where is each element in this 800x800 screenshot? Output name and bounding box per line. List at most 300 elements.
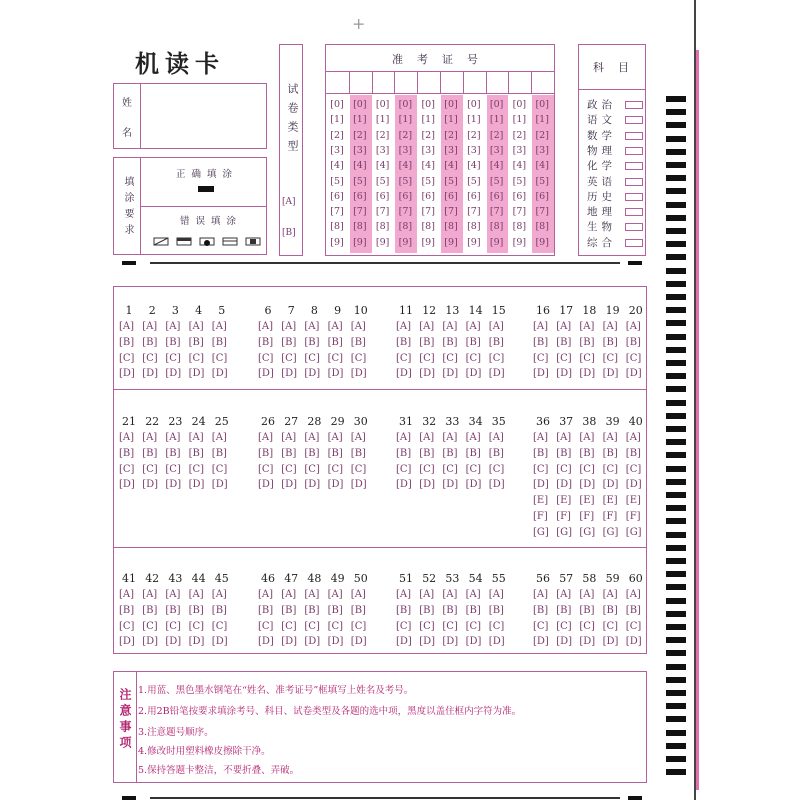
answer-bubble[interactable]: [B] — [419, 604, 435, 616]
answer-bubble[interactable]: [A] — [625, 589, 641, 600]
answer-bubble[interactable]: [A] — [188, 589, 204, 600]
exam-digit-bubble[interactable]: [2] — [444, 129, 458, 141]
answer-bubble[interactable]: [B] — [396, 336, 412, 348]
answer-bubble[interactable]: [D] — [442, 479, 459, 491]
answer-bubble[interactable]: [D] — [465, 479, 482, 491]
answer-bubble[interactable]: [B] — [304, 447, 320, 459]
exam-digit-bubble[interactable]: [7] — [353, 206, 367, 218]
answer-bubble[interactable]: [B] — [442, 604, 458, 616]
answer-bubble[interactable]: [C] — [304, 463, 320, 475]
answer-bubble[interactable]: [A] — [556, 589, 572, 600]
answer-bubble[interactable]: [A] — [579, 589, 595, 600]
answer-bubble[interactable]: [D] — [281, 636, 298, 648]
answer-bubble[interactable]: [B] — [258, 447, 274, 459]
exam-digit-bubble[interactable]: [6] — [375, 190, 390, 202]
answer-bubble[interactable]: [B] — [142, 604, 158, 616]
exam-digit-bubble[interactable]: [4] — [421, 160, 435, 172]
answer-bubble[interactable]: [C] — [556, 620, 572, 632]
answer-bubble[interactable]: [D] — [211, 479, 228, 491]
answer-bubble[interactable]: [A] — [119, 432, 135, 443]
exam-digit-bubble[interactable]: [5] — [512, 175, 527, 187]
answer-bubble[interactable]: [D] — [327, 636, 344, 648]
answer-bubble[interactable]: [B] — [579, 336, 595, 348]
answer-bubble[interactable]: [E] — [556, 495, 572, 507]
answer-bubble[interactable]: [D] — [419, 479, 436, 491]
answer-bubble[interactable]: [C] — [579, 352, 595, 364]
answer-bubble[interactable]: [C] — [188, 352, 205, 364]
answer-bubble[interactable]: [D] — [350, 368, 367, 380]
exam-digit-bubble[interactable]: [1] — [353, 114, 367, 126]
answer-bubble[interactable]: [B] — [465, 447, 481, 459]
answer-bubble[interactable]: [A] — [258, 321, 274, 332]
answer-bubble[interactable]: [D] — [419, 636, 436, 648]
answer-bubble[interactable]: [C] — [258, 463, 274, 475]
answer-bubble[interactable]: [A] — [350, 589, 366, 600]
answer-bubble[interactable]: [F] — [533, 511, 548, 522]
exam-digit-bubble[interactable]: [7] — [330, 206, 344, 218]
answer-bubble[interactable]: [A] — [188, 432, 204, 443]
subject-checkbox[interactable] — [625, 132, 643, 140]
answer-bubble[interactable]: [C] — [142, 352, 158, 364]
answer-bubble[interactable]: [C] — [188, 620, 205, 632]
answer-bubble[interactable]: [D] — [488, 368, 505, 380]
answer-bubble[interactable]: [A] — [419, 589, 435, 600]
answer-bubble[interactable]: [C] — [533, 352, 549, 364]
exam-digit-bubble[interactable]: [0] — [398, 99, 413, 110]
exam-digit-bubble[interactable]: [3] — [512, 144, 527, 156]
answer-bubble[interactable]: [B] — [327, 336, 343, 348]
exam-digit-bubble[interactable]: [5] — [444, 175, 458, 187]
exam-digit-bubble[interactable]: [1] — [330, 114, 344, 126]
answer-bubble[interactable]: [B] — [165, 447, 181, 459]
subjects-list[interactable] — [579, 45, 645, 255]
subject-checkbox[interactable] — [625, 208, 643, 216]
answer-bubble[interactable]: [B] — [281, 604, 297, 616]
exam-digit-bubble[interactable]: [8] — [421, 221, 435, 233]
answer-bubble[interactable]: [C] — [304, 352, 320, 364]
answer-bubble[interactable]: [E] — [579, 495, 595, 507]
subject-checkbox[interactable] — [625, 193, 643, 201]
answer-bubble[interactable]: [B] — [211, 604, 227, 616]
answer-bubble[interactable]: [B] — [350, 604, 366, 616]
answer-bubble[interactable]: [B] — [625, 447, 641, 459]
exam-digit-bubble[interactable]: [6] — [398, 190, 413, 202]
answer-bubble[interactable]: [B] — [119, 604, 135, 616]
exam-digit-bubble[interactable]: [2] — [535, 129, 549, 141]
answer-bubble[interactable]: [B] — [602, 447, 618, 459]
answer-bubble[interactable]: [D] — [579, 636, 596, 648]
answer-bubble[interactable]: [D] — [533, 479, 549, 491]
exam-digit-bubble[interactable]: [8] — [535, 221, 549, 233]
exam-digit-bubble[interactable]: [2] — [398, 129, 413, 141]
exam-digit-bubble[interactable]: [0] — [444, 99, 458, 110]
exam-digit-bubble[interactable]: [9] — [467, 236, 481, 248]
answer-bubble[interactable]: [C] — [442, 352, 458, 364]
exam-digit-bubble[interactable]: [1] — [444, 114, 458, 126]
answer-bubble[interactable]: [C] — [556, 352, 572, 364]
answer-bubble[interactable]: [C] — [488, 352, 505, 364]
exam-digit-bubble[interactable]: [0] — [421, 99, 435, 110]
answer-bubble[interactable]: [D] — [142, 368, 159, 380]
answer-bubble[interactable]: [A] — [258, 432, 274, 443]
answer-bubble[interactable]: [C] — [188, 463, 205, 475]
name-box[interactable] — [113, 83, 267, 149]
answer-bubble[interactable]: [D] — [304, 368, 321, 380]
exam-digit-bubble[interactable]: [7] — [489, 206, 504, 218]
answer-bubble[interactable]: [D] — [350, 479, 367, 491]
exam-digit-bubble[interactable]: [9] — [398, 236, 413, 248]
answer-bubble[interactable]: [B] — [142, 447, 158, 459]
answer-bubble[interactable]: [B] — [258, 604, 274, 616]
answer-bubble[interactable]: [B] — [602, 604, 618, 616]
answer-bubble[interactable]: [B] — [281, 336, 297, 348]
exam-digit-bubble[interactable]: [1] — [489, 114, 504, 126]
answer-bubble[interactable]: [D] — [556, 479, 573, 491]
exam-digit-bubble[interactable]: [8] — [489, 221, 504, 233]
answer-bubble[interactable]: [D] — [258, 636, 274, 648]
exam-digit-bubble[interactable]: [9] — [353, 236, 367, 248]
answer-bubble[interactable]: [A] — [579, 432, 595, 443]
answer-bubble[interactable]: [B] — [465, 336, 481, 348]
exam-digit-bubble[interactable]: [4] — [535, 160, 549, 172]
exam-digit-bubble[interactable]: [7] — [444, 206, 458, 218]
answer-bubble[interactable]: [D] — [304, 636, 321, 648]
answer-bubble[interactable]: [D] — [142, 479, 159, 491]
answer-bubble[interactable]: [B] — [442, 336, 458, 348]
paper-type-option-b[interactable]: [B] — [282, 228, 296, 238]
answer-bubble[interactable]: [C] — [211, 620, 228, 632]
answer-bubble[interactable]: [A] — [142, 589, 158, 600]
exam-digit-bubble[interactable]: [9] — [375, 236, 390, 248]
answer-bubble[interactable]: [C] — [396, 463, 412, 475]
answer-bubble[interactable]: [D] — [258, 479, 274, 491]
answer-bubble[interactable]: [D] — [281, 479, 298, 491]
answer-bubble[interactable]: [A] — [602, 432, 618, 443]
answer-bubble[interactable]: [A] — [327, 589, 343, 600]
exam-digit-bubble[interactable]: [3] — [398, 144, 413, 156]
exam-digit-bubble[interactable]: [6] — [444, 190, 458, 202]
exam-digit-bubble[interactable]: [9] — [535, 236, 549, 248]
exam-digit-bubble[interactable]: [5] — [353, 175, 367, 187]
answer-bubble[interactable]: [A] — [396, 432, 412, 443]
answer-bubble[interactable]: [D] — [142, 636, 159, 648]
answer-bubble[interactable]: [D] — [625, 479, 642, 491]
answer-bubble[interactable]: [C] — [142, 620, 158, 632]
answer-bubble[interactable]: [D] — [533, 636, 549, 648]
answer-bubble[interactable]: [D] — [579, 368, 596, 380]
subject-checkbox[interactable] — [625, 116, 643, 124]
answer-bubble[interactable]: [C] — [488, 463, 505, 475]
answer-bubble[interactable]: [B] — [533, 336, 549, 348]
exam-number-grid[interactable] — [326, 45, 554, 255]
exam-digit-bubble[interactable]: [3] — [444, 144, 458, 156]
answer-bubble[interactable]: [C] — [419, 463, 435, 475]
answer-bubble[interactable]: [A] — [142, 321, 158, 332]
answer-bubble[interactable]: [D] — [327, 479, 344, 491]
exam-digit-bubble[interactable]: [2] — [467, 129, 481, 141]
answer-bubble[interactable]: [A] — [625, 432, 641, 443]
answer-bubble[interactable]: [C] — [327, 463, 344, 475]
answer-bubble[interactable]: [A] — [488, 321, 504, 332]
answer-bubble[interactable]: [C] — [304, 620, 320, 632]
exam-digit-bubble[interactable]: [0] — [489, 99, 504, 110]
answer-bubble[interactable]: [D] — [625, 636, 642, 648]
exam-digit-bubble[interactable]: [1] — [467, 114, 481, 126]
answer-bubble[interactable]: [B] — [211, 447, 227, 459]
answer-bubble[interactable]: [A] — [119, 589, 135, 600]
answer-bubble[interactable]: [A] — [602, 321, 618, 332]
answer-bubble[interactable]: [C] — [533, 620, 549, 632]
answer-bubble[interactable]: [G] — [533, 526, 549, 538]
answer-bubble[interactable]: [D] — [350, 636, 367, 648]
answer-bubble[interactable]: [D] — [165, 479, 182, 491]
answer-bubble[interactable]: [A] — [211, 589, 227, 600]
answer-bubble[interactable]: [D] — [165, 636, 182, 648]
exam-digit-bubble[interactable]: [4] — [489, 160, 504, 172]
answer-bubble[interactable]: [C] — [465, 463, 482, 475]
answer-bubble[interactable]: [B] — [419, 336, 435, 348]
answer-bubble[interactable]: [F] — [556, 511, 571, 522]
subject-checkbox[interactable] — [625, 147, 643, 155]
answer-bubble[interactable]: [A] — [442, 432, 458, 443]
answer-bubble[interactable]: [D] — [396, 636, 412, 648]
exam-digit-bubble[interactable]: [8] — [512, 221, 527, 233]
exam-digit-bubble[interactable]: [2] — [512, 129, 527, 141]
answer-bubble[interactable]: [A] — [281, 589, 297, 600]
exam-digit-bubble[interactable]: [5] — [535, 175, 549, 187]
exam-digit-bubble[interactable]: [7] — [467, 206, 481, 218]
answer-bubble[interactable]: [B] — [119, 447, 135, 459]
answer-bubble[interactable]: [C] — [396, 352, 412, 364]
exam-digit-bubble[interactable]: [8] — [467, 221, 481, 233]
answer-bubble[interactable]: [C] — [142, 463, 158, 475]
answer-bubble[interactable]: [C] — [579, 620, 595, 632]
answer-bubble[interactable]: [D] — [488, 479, 505, 491]
answer-bubble[interactable]: [B] — [281, 447, 297, 459]
answer-bubble[interactable]: [D] — [119, 368, 135, 380]
answer-bubble[interactable]: [A] — [304, 432, 320, 443]
exam-digit-bubble[interactable]: [4] — [353, 160, 367, 172]
exam-digit-bubble[interactable]: [4] — [330, 160, 344, 172]
answer-bubble[interactable]: [C] — [258, 352, 274, 364]
answer-bubble[interactable]: [C] — [281, 620, 297, 632]
answer-bubble[interactable]: [C] — [625, 620, 642, 632]
exam-digit-bubble[interactable]: [9] — [444, 236, 458, 248]
exam-digit-bubble[interactable]: [5] — [398, 175, 413, 187]
answer-bubble[interactable]: [B] — [556, 447, 572, 459]
answer-bubble[interactable]: [C] — [533, 463, 549, 475]
answer-bubble[interactable]: [G] — [556, 526, 572, 538]
answer-bubble[interactable]: [D] — [281, 368, 298, 380]
answer-bubble[interactable]: [D] — [625, 368, 642, 380]
answer-bubble[interactable]: [B] — [556, 336, 572, 348]
answer-bubble[interactable]: [C] — [327, 620, 344, 632]
answer-bubble[interactable]: [D] — [488, 636, 505, 648]
exam-digit-bubble[interactable]: [7] — [375, 206, 390, 218]
answer-bubble[interactable]: [C] — [211, 352, 228, 364]
answer-bubble[interactable]: [A] — [602, 589, 618, 600]
answer-bubble[interactable]: [B] — [488, 336, 504, 348]
answer-bubble[interactable]: [A] — [165, 589, 181, 600]
answer-bubble[interactable]: [C] — [119, 620, 135, 632]
answer-bubble[interactable]: [A] — [556, 432, 572, 443]
answer-bubble[interactable]: [C] — [465, 620, 482, 632]
answer-bubble[interactable]: [B] — [579, 447, 595, 459]
exam-digit-bubble[interactable]: [1] — [512, 114, 527, 126]
answer-bubble[interactable]: [A] — [281, 432, 297, 443]
answer-bubble[interactable]: [A] — [396, 321, 412, 332]
answer-bubble[interactable]: [C] — [119, 463, 135, 475]
exam-digit-bubble[interactable]: [5] — [489, 175, 504, 187]
exam-digit-bubble[interactable]: [3] — [375, 144, 390, 156]
answer-bubble[interactable]: [C] — [165, 463, 181, 475]
answer-bubble[interactable]: [D] — [188, 479, 205, 491]
answer-bubble[interactable]: [B] — [533, 604, 549, 616]
exam-digit-bubble[interactable]: [6] — [330, 190, 344, 202]
answer-bubble[interactable]: [B] — [142, 336, 158, 348]
exam-digit-bubble[interactable]: [6] — [421, 190, 435, 202]
answer-bubble[interactable]: [C] — [350, 463, 367, 475]
answer-bubble[interactable]: [D] — [556, 368, 573, 380]
exam-digit-bubble[interactable]: [0] — [535, 99, 549, 110]
subject-checkbox[interactable] — [625, 162, 643, 170]
exam-digit-bubble[interactable]: [4] — [375, 160, 390, 172]
answer-bubble[interactable]: [B] — [188, 604, 204, 616]
exam-digit-bubble[interactable]: [1] — [375, 114, 390, 126]
exam-digit-bubble[interactable]: [5] — [421, 175, 435, 187]
answer-bubble[interactable]: [C] — [281, 352, 297, 364]
answer-bubble[interactable]: [B] — [350, 447, 366, 459]
answer-bubble[interactable]: [A] — [188, 321, 204, 332]
exam-digit-bubble[interactable]: [7] — [535, 206, 549, 218]
exam-digit-bubble[interactable]: [8] — [353, 221, 367, 233]
answer-bubble[interactable]: [E] — [533, 495, 549, 507]
exam-digit-bubble[interactable]: [2] — [353, 129, 367, 141]
answer-bubble[interactable]: [F] — [625, 511, 641, 522]
answer-bubble[interactable]: [B] — [396, 447, 412, 459]
answer-bubble[interactable]: [D] — [188, 368, 205, 380]
paper-type-option-a[interactable]: [A] — [282, 197, 296, 207]
answer-bubble[interactable]: [B] — [258, 336, 274, 348]
answer-bubble[interactable]: [D] — [442, 636, 459, 648]
answer-bubble[interactable]: [D] — [579, 479, 596, 491]
answer-bubble[interactable]: [E] — [625, 495, 641, 507]
answer-bubble[interactable]: [D] — [442, 368, 459, 380]
answer-bubble[interactable]: [C] — [442, 620, 458, 632]
exam-digit-bubble[interactable]: [2] — [330, 129, 344, 141]
answer-bubble[interactable]: [A] — [304, 589, 320, 600]
answer-bubble[interactable]: [A] — [211, 321, 227, 332]
answer-bubble[interactable]: [D] — [211, 368, 228, 380]
answer-bubble[interactable]: [A] — [327, 321, 343, 332]
exam-digit-bubble[interactable]: [2] — [489, 129, 504, 141]
answer-bubble[interactable]: [D] — [119, 636, 135, 648]
answer-bubble[interactable]: [B] — [304, 604, 320, 616]
exam-digit-bubble[interactable]: [4] — [467, 160, 481, 172]
answer-bubble[interactable]: [A] — [465, 321, 481, 332]
answer-bubble[interactable]: [D] — [327, 368, 344, 380]
answer-bubble[interactable]: [C] — [258, 620, 274, 632]
answer-bubble[interactable]: [A] — [119, 321, 135, 332]
answer-bubble[interactable]: [B] — [488, 447, 504, 459]
answer-bubble[interactable]: [A] — [396, 589, 412, 600]
answer-bubble[interactable]: [C] — [602, 620, 619, 632]
answer-bubble[interactable]: [B] — [165, 604, 181, 616]
answer-bubble[interactable]: [B] — [350, 336, 366, 348]
answer-bubble[interactable]: [A] — [488, 432, 504, 443]
answer-bubble[interactable]: [B] — [602, 336, 618, 348]
exam-digit-bubble[interactable]: [9] — [512, 236, 527, 248]
answer-bubble[interactable]: [C] — [579, 463, 595, 475]
answer-bubble[interactable]: [A] — [533, 321, 549, 332]
answer-bubble[interactable]: [A] — [419, 432, 435, 443]
answer-bubble[interactable]: [B] — [327, 447, 343, 459]
exam-digit-bubble[interactable]: [7] — [421, 206, 435, 218]
exam-digit-bubble[interactable]: [5] — [330, 175, 344, 187]
subject-checkbox[interactable] — [625, 239, 643, 247]
exam-digit-bubble[interactable]: [5] — [467, 175, 481, 187]
answer-bubble[interactable]: [D] — [602, 479, 619, 491]
answer-bubble[interactable]: [A] — [327, 432, 343, 443]
answer-bubble[interactable]: [B] — [579, 604, 595, 616]
answer-bubble[interactable]: [C] — [442, 463, 458, 475]
answer-bubble[interactable]: [D] — [602, 636, 619, 648]
answer-bubble[interactable]: [B] — [188, 336, 204, 348]
exam-digit-bubble[interactable]: [6] — [467, 190, 481, 202]
answer-bubble[interactable]: [B] — [625, 336, 641, 348]
answer-bubble[interactable]: [C] — [327, 352, 344, 364]
exam-digit-bubble[interactable]: [4] — [512, 160, 527, 172]
answer-bubble[interactable]: [C] — [211, 463, 228, 475]
answer-bubble[interactable]: [A] — [165, 432, 181, 443]
answer-bubble[interactable]: [D] — [556, 636, 573, 648]
answer-bubble[interactable]: [A] — [625, 321, 641, 332]
answer-bubble[interactable]: [G] — [602, 526, 619, 538]
answer-bubble[interactable]: [A] — [165, 321, 181, 332]
answer-bubble[interactable]: [B] — [465, 604, 481, 616]
answer-bubble[interactable]: [C] — [625, 463, 642, 475]
answer-bubble[interactable]: [A] — [533, 432, 549, 443]
answer-bubble[interactable]: [D] — [396, 368, 412, 380]
answer-bubble[interactable]: [A] — [533, 589, 549, 600]
answer-bubble[interactable]: [D] — [465, 636, 482, 648]
exam-digit-bubble[interactable]: [5] — [375, 175, 390, 187]
answer-bubble[interactable]: [B] — [165, 336, 181, 348]
answer-bubble[interactable]: [D] — [304, 479, 321, 491]
answer-bubble[interactable]: [C] — [119, 352, 135, 364]
exam-digit-bubble[interactable]: [4] — [444, 160, 458, 172]
exam-digit-bubble[interactable]: [4] — [398, 160, 413, 172]
answer-bubble[interactable]: [D] — [165, 368, 182, 380]
subject-checkbox[interactable] — [625, 178, 643, 186]
answer-bubble[interactable]: [C] — [396, 620, 412, 632]
exam-digit-bubble[interactable]: [1] — [535, 114, 549, 126]
exam-digit-bubble[interactable]: [3] — [330, 144, 344, 156]
exam-digit-bubble[interactable]: [3] — [353, 144, 367, 156]
answer-bubble[interactable]: [B] — [327, 604, 343, 616]
exam-digit-bubble[interactable]: [0] — [375, 99, 390, 110]
answer-bubble[interactable]: [C] — [165, 352, 181, 364]
exam-digit-bubble[interactable]: [1] — [398, 114, 413, 126]
answer-bubble[interactable]: [A] — [211, 432, 227, 443]
answer-bubble[interactable]: [A] — [442, 321, 458, 332]
answer-bubble[interactable]: [B] — [533, 447, 549, 459]
exam-digit-bubble[interactable]: [6] — [535, 190, 549, 202]
exam-digit-bubble[interactable]: [3] — [489, 144, 504, 156]
answer-bubble[interactable]: [A] — [142, 432, 158, 443]
exam-digit-bubble[interactable]: [6] — [512, 190, 527, 202]
answer-bubble[interactable]: [C] — [350, 352, 367, 364]
